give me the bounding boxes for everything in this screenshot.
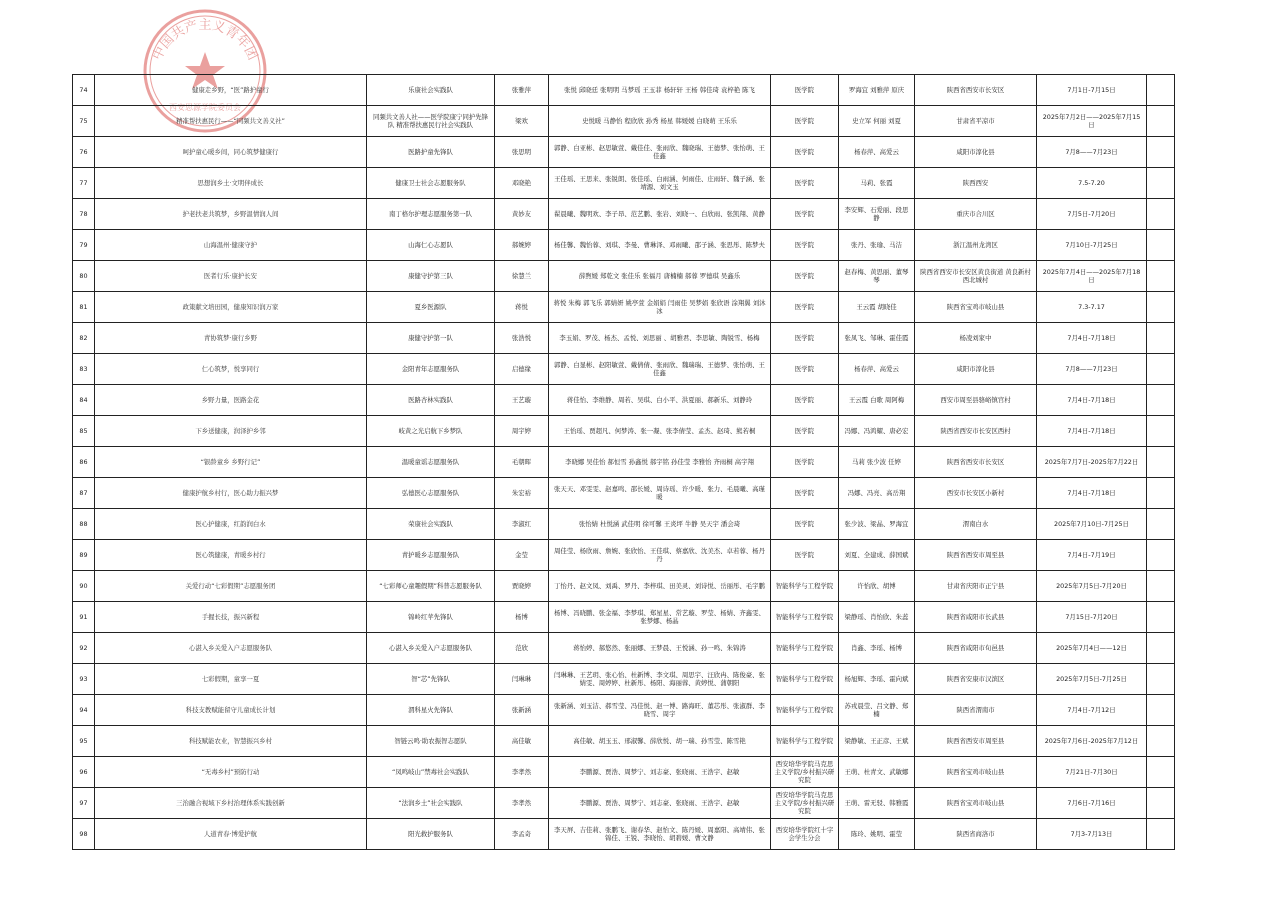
empty-cell	[1147, 292, 1175, 323]
team-leader: 朱宏裕	[495, 478, 549, 509]
practice-location: 陕西省宝鸡市岐山县	[915, 788, 1037, 819]
team-leader: 郝婉婷	[495, 230, 549, 261]
row-number: 81	[73, 292, 95, 323]
practice-date: 7月8——7月23日	[1037, 137, 1147, 168]
team-name: “凤鸣岐山”禁毒社会实践队	[367, 757, 495, 788]
team-leader: 张雅萍	[495, 75, 549, 106]
team-members: 闫琳琳、王艺玥、张心怡、杜新博、李文琪、周思宇、汪欣冉、陈俊豪、张婧雯、周婷婷、杜新彤、杨阳、海丽蓉、黄婷悦、蒲朝阳	[549, 664, 771, 695]
team-name: “法润乡土”社会实践队	[367, 788, 495, 819]
empty-cell	[1147, 571, 1175, 602]
table-row	[73, 230, 1175, 261]
practice-date: 7月4日-7月18日	[1037, 385, 1147, 416]
empty-cell	[1147, 385, 1175, 416]
project-name: “银龄童乡 乡野行记”	[95, 447, 367, 478]
team-members: 周佳莹、杨欣雨、詹婉、张欣怡、王佳琪、蔡嘉欣、沈美杰、卓若蓉、杨丹丹	[549, 540, 771, 571]
practice-location: 陕西省咸阳市旬邑县	[915, 633, 1037, 664]
team-leader: 杨博	[495, 602, 549, 633]
table-row	[73, 726, 1175, 757]
advisor-teachers: 陈玲、姚明、霍莹	[839, 819, 915, 850]
college-name: 医学院	[771, 75, 839, 106]
empty-cell	[1147, 633, 1175, 664]
project-name: 医心筑健康，青暖乡村行	[95, 540, 367, 571]
table-row	[73, 385, 1175, 416]
advisor-teachers: 杨春萍、高爱云	[839, 354, 915, 385]
svg-text:中国共产主义青年团: 中国共产主义青年团	[150, 18, 260, 63]
practice-location: 重庆市合川区	[915, 199, 1037, 230]
row-number: 83	[73, 354, 95, 385]
table-row	[73, 199, 1175, 230]
project-name: 精准帮扶惠民行——“同频共文善义社”	[95, 106, 367, 137]
team-name: 康健守护第一队	[367, 323, 495, 354]
college-name: 医学院	[771, 323, 839, 354]
table-row	[73, 323, 1175, 354]
row-number: 93	[73, 664, 95, 695]
project-name: 七彩假期，童享一夏	[95, 664, 367, 695]
practice-date: 7月5日-7月20日	[1037, 199, 1147, 230]
empty-cell	[1147, 540, 1175, 571]
team-leader: 蒋悦	[495, 292, 549, 323]
empty-cell	[1147, 602, 1175, 633]
project-name: 健康护航乡村行，医心助力振兴梦	[95, 478, 367, 509]
team-leader: 高佳敏	[495, 726, 549, 757]
college-name: 医学院	[771, 447, 839, 478]
advisor-teachers: 杨旭辉、李瑶、霍向斌	[839, 664, 915, 695]
advisor-teachers: 史立军 何丽 刘夏	[839, 106, 915, 137]
project-name: 三治融合视域下乡村治理体系实践创新	[95, 788, 367, 819]
advisor-teachers: 冯娜、冯鸿耀、唐必宏	[839, 416, 915, 447]
empty-cell	[1147, 757, 1175, 788]
row-number: 95	[73, 726, 95, 757]
practice-date: 7月4日-7月18日	[1037, 416, 1147, 447]
advisor-teachers: 王萌、杜青文、武敏娜	[839, 757, 915, 788]
practice-location: 浙江温州龙湾区	[915, 230, 1037, 261]
table-row	[73, 168, 1175, 199]
advisor-teachers: 梁静瑶、肖怡欣、朱蕊	[839, 602, 915, 633]
practice-location: 陕西省宝鸡市岐山县	[915, 292, 1037, 323]
empty-cell	[1147, 695, 1175, 726]
project-name: 科技赋能农业，智慧振兴乡村	[95, 726, 367, 757]
roster-table	[72, 74, 1175, 850]
practice-location: 西安市周至县骆峪镇官村	[915, 385, 1037, 416]
team-members: 张新涵、刘玉洁、郝雪莹、冯佳悦、赵一博、路海旺、董芯彤、张淑群、李晓雪、周宇	[549, 695, 771, 726]
practice-date: 2025年7月7日-2025年7月22日	[1037, 447, 1147, 478]
project-name: 医者行乐·康护长安	[95, 261, 367, 292]
advisor-teachers: 王萌、雷无驳、韩雅霞	[839, 788, 915, 819]
team-name: 渭科星火先锋队	[367, 695, 495, 726]
practice-date: 7月21日-7月30日	[1037, 757, 1147, 788]
team-leader: 徐慧兰	[495, 261, 549, 292]
advisor-teachers: 王云霞 胡晓佳	[839, 292, 915, 323]
team-leader: 毛朝晖	[495, 447, 549, 478]
table-row	[73, 292, 1175, 323]
project-name: 下乡送健康，润泽护乡邻	[95, 416, 367, 447]
practice-location: 甘肃省庆阳市正宁县	[915, 571, 1037, 602]
team-members: 蒋怡婷、郝悠然、张丽娜、王梦晨、王悦涵、孙一鸣、朱锦涛	[549, 633, 771, 664]
project-name: 呵护童心暖乡间，同心筑梦健康行	[95, 137, 367, 168]
college-name: 医学院	[771, 509, 839, 540]
team-leader: 金莹	[495, 540, 549, 571]
team-members: 李鹏源、贾浩、周梦宁、刘志豪、张晓雨、王浩宇、赵敏	[549, 757, 771, 788]
project-name: 人道青春·博爱护航	[95, 819, 367, 850]
team-members: 翟晨曦、魏明欢、李子昂、范艺鹏、张岩、刘晓一、白欣雨、张凯翔、黄静	[549, 199, 771, 230]
team-name: 弘德医心志愿服务队	[367, 478, 495, 509]
advisor-teachers: 张少波、梁晶、罗海宜	[839, 509, 915, 540]
college-name: 智能科学与工程学院	[771, 571, 839, 602]
project-name: 青协筑梦·康行乡野	[95, 323, 367, 354]
table-row	[73, 75, 1175, 106]
advisor-teachers: 王云霞 白歌 周阿梅	[839, 385, 915, 416]
team-members: 张悦 邱晓廷 张明明 马梦瑶 王玉菲 杨轩轩 王杨 韩佳琦 袁梓艳 陈飞	[549, 75, 771, 106]
team-leader: 邓晓艳	[495, 168, 549, 199]
team-members: 李鹏源、贾浩、周梦宁、刘志豪、张晓雨、王浩宇、赵敏	[549, 788, 771, 819]
row-number: 76	[73, 137, 95, 168]
table-row	[73, 416, 1175, 447]
team-name: “七彩师心童趣假期”科普志愿服务队	[367, 571, 495, 602]
project-name: 科技支教赋能留守儿童成长计划	[95, 695, 367, 726]
table-row	[73, 602, 1175, 633]
college-name: 医学院	[771, 354, 839, 385]
advisor-teachers: 赵春梅、黄思丽、董琴琴	[839, 261, 915, 292]
team-name: 岐黄之光启航下乡梦队	[367, 416, 495, 447]
team-name: 同频共文善人社——医学院康宁同护先锋队 精准帮扶惠民行社会实践队	[367, 106, 495, 137]
empty-cell	[1147, 788, 1175, 819]
table-row	[73, 571, 1175, 602]
empty-cell	[1147, 478, 1175, 509]
table-row	[73, 447, 1175, 478]
team-name: 青护暖乡志愿服务队	[367, 540, 495, 571]
college-name: 医学院	[771, 385, 839, 416]
team-name: 锦岭红苹先锋队	[367, 602, 495, 633]
team-leader: 周宇婷	[495, 416, 549, 447]
team-members: 王怡瑶、贾超凡、何梦涛、张一凝、张李倩莹、孟杰、赵琦、熊若桐	[549, 416, 771, 447]
practice-location: 陕西省西安市长安区	[915, 447, 1037, 478]
college-name: 智能科学与工程学院	[771, 695, 839, 726]
practice-location: 陕西省西安市周至县	[915, 540, 1037, 571]
empty-cell	[1147, 447, 1175, 478]
advisor-teachers: 张凤飞、邹琳、霍佳霞	[839, 323, 915, 354]
table-row	[73, 788, 1175, 819]
team-name: 夏乡医源队	[367, 292, 495, 323]
practice-location: 陕西省咸阳市长武县	[915, 602, 1037, 633]
table-row	[73, 137, 1175, 168]
row-number: 82	[73, 323, 95, 354]
college-name: 智能科学与工程学院	[771, 633, 839, 664]
college-name: 智能科学与工程学院	[771, 664, 839, 695]
project-name: 山海温州·健康守护	[95, 230, 367, 261]
team-name: 山海仁心志愿队	[367, 230, 495, 261]
team-members: 丁怡丹、赵文凤、刘禹、罗丹、李梓琪、田美灵、刘诗悦、岳丽彤、毛宇鹏	[549, 571, 771, 602]
team-members: 李天屏、吉佳莉、张鹏飞、谢春华、赵怡文、陈丹媛、周嘉阳、高靖伟、张锦佳、王锐、李晓怡、胡碧媛、曹文静	[549, 819, 771, 850]
team-members: 张天天、邓雯雯、赵嘉鸣、邵长媛、周诗瑶、许少暖、张力、毛晨曦、高瑾暖	[549, 478, 771, 509]
practice-date: 2025年7月2日——2025年7月15日	[1037, 106, 1147, 137]
college-name: 智能科学与工程学院	[771, 602, 839, 633]
practice-location: 甘肃省平凉市	[915, 106, 1037, 137]
college-name: 医学院	[771, 261, 839, 292]
table-row	[73, 540, 1175, 571]
advisor-teachers: 马莉、张霞	[839, 168, 915, 199]
practice-date: 2025年7月6日-2025年7月12日	[1037, 726, 1147, 757]
practice-date: 2025年7月5日-7月25日	[1037, 664, 1147, 695]
college-name: 医学院	[771, 416, 839, 447]
empty-cell	[1147, 199, 1175, 230]
practice-date: 7月6日-7月16日	[1037, 788, 1147, 819]
row-number: 96	[73, 757, 95, 788]
row-number: 77	[73, 168, 95, 199]
college-name: 智能科学与工程学院	[771, 726, 839, 757]
team-name: 阳光救护服务队	[367, 819, 495, 850]
practice-date: 2025年7月4日——2025年7月18日	[1037, 261, 1147, 292]
advisor-teachers: 梁静敏、王正彦、王斌	[839, 726, 915, 757]
team-name: 心湛入乡关爱入户志愿服务队	[367, 633, 495, 664]
row-number: 75	[73, 106, 95, 137]
project-name: 关爱行动“七彩假期”志愿服务团	[95, 571, 367, 602]
project-name: 心湛入乡关爱入户志愿服务队	[95, 633, 367, 664]
row-number: 94	[73, 695, 95, 726]
empty-cell	[1147, 168, 1175, 199]
practice-location: 陕西省西安市周至县	[915, 726, 1037, 757]
advisor-teachers: 肖鑫、李瑶、杨博	[839, 633, 915, 664]
team-name: 智“芯”先锋队	[367, 664, 495, 695]
practice-date: 7月4日-7月18日	[1037, 478, 1147, 509]
project-name: 护老扶老共筑梦，乡野温情润人间	[95, 199, 367, 230]
empty-cell	[1147, 230, 1175, 261]
team-members: 张怡婧 杜悦涵 武佳明 徐可馨 王炎坪 牛静 吴天宇 潘会琦	[549, 509, 771, 540]
practice-date: 7.3-7.17	[1037, 292, 1147, 323]
row-number: 86	[73, 447, 95, 478]
table-row	[73, 354, 1175, 385]
college-name: 西安培华学院马克思主义学院/乡村振兴研究院	[771, 788, 839, 819]
college-name: 医学院	[771, 199, 839, 230]
empty-cell	[1147, 106, 1175, 137]
team-leader: 闫琳琳	[495, 664, 549, 695]
practice-location: 陕西省西安市长安区西村	[915, 416, 1037, 447]
empty-cell	[1147, 664, 1175, 695]
team-leader: 启德缘	[495, 354, 549, 385]
practice-date: 2025年7月5日-7月20日	[1037, 571, 1147, 602]
practice-date: 2025年7月10日-7月25日	[1037, 509, 1147, 540]
table-row	[73, 261, 1175, 292]
team-leader: 范欣	[495, 633, 549, 664]
table-row	[73, 757, 1175, 788]
table-row	[73, 106, 1175, 137]
practice-location: 杨凌刘家中	[915, 323, 1037, 354]
row-number: 87	[73, 478, 95, 509]
team-members: 史悦暖 马静怡 程欣欣 孙秀 杨星 韩媛媛 白晓萌 王乐乐	[549, 106, 771, 137]
row-number: 98	[73, 819, 95, 850]
team-leader: 张新涵	[495, 695, 549, 726]
advisor-teachers: 杨春萍、高爱云	[839, 137, 915, 168]
empty-cell	[1147, 819, 1175, 850]
practice-location: 西安市长安区小新村	[915, 478, 1037, 509]
row-number: 90	[73, 571, 95, 602]
project-name: 健康走乡野，“医”路护童行	[95, 75, 367, 106]
practice-location: 陕西省西安市长安区	[915, 75, 1037, 106]
practice-date: 2025年7月4日——12日	[1037, 633, 1147, 664]
team-name: 荣康社会实践队	[367, 509, 495, 540]
practice-location: 陕西西安	[915, 168, 1037, 199]
practice-location: 咸阳市淳化县	[915, 354, 1037, 385]
team-name: 乐康社会实践队	[367, 75, 495, 106]
team-leader: 贾晓婷	[495, 571, 549, 602]
row-number: 91	[73, 602, 95, 633]
team-members: 杨佳馨、魏怡蓉、刘琪、李曼、曹琳泽、邓雨曦、邵子涵、张思彤、陈梦夫	[549, 230, 771, 261]
team-members: 蒋悦 朱梅 郭飞乐 郭婧妍 姚亭萱 金娟娟 闫雨佳 吴梦娟 张欣语 涂翔翼 刘沐冰	[549, 292, 771, 323]
team-members: 李晓娜 吴佳怡 郝恒雪 孙鑫悦 郝宇铭 孙佳莹 李雅怡 齐雨桐 高宇翔	[549, 447, 771, 478]
practice-date: 7月10日-7月25日	[1037, 230, 1147, 261]
svg-text:西安思源学院委员会: 西安思源学院委员会	[169, 103, 241, 112]
table-row	[73, 695, 1175, 726]
team-members: 杨博、冯晓鹏、张金福、李梦琪、郑星星、常艺璇、罗莹、杨婧、齐鑫雯、张梦娜、杨晶	[549, 602, 771, 633]
college-name: 医学院	[771, 230, 839, 261]
row-number: 88	[73, 509, 95, 540]
team-leader: 张思明	[495, 137, 549, 168]
college-name: 西安培华学院红十字会学生分会	[771, 819, 839, 850]
practice-date: 7月1日-7月15日	[1037, 75, 1147, 106]
empty-cell	[1147, 261, 1175, 292]
team-members: 郭静、白亚彬、赵思敏萱、戴佳佳、张雨欣、魏晓瑞、王德梦、张怡萌、王佳鑫	[549, 137, 771, 168]
practice-date: 7月8——7月23日	[1037, 354, 1147, 385]
practice-date: 7月4日-7月19日	[1037, 540, 1147, 571]
table-row	[73, 819, 1175, 850]
empty-cell	[1147, 509, 1175, 540]
team-leader: 李淑红	[495, 509, 549, 540]
project-name: 乡野力量，医路金花	[95, 385, 367, 416]
team-members: 王佳瑶、王思来、张锐朗、张佳瑶、白雨涵、何雨佳、庄雨轩、魏子涵、张靖源、刘文玉	[549, 168, 771, 199]
project-name: 政策献文培田园，健康知识润万家	[95, 292, 367, 323]
practice-date: 7月4日-7月12日	[1037, 695, 1147, 726]
team-members: 郭静、白显彬、赵阳敏萱、戴倩倩、张雨欣、魏瑞瑞、王德梦、张怡萌、王佳鑫	[549, 354, 771, 385]
practice-date: 7月3-7月13日	[1037, 819, 1147, 850]
college-name: 医学院	[771, 540, 839, 571]
advisor-teachers: 冯娜、冯亮、高岳翔	[839, 478, 915, 509]
college-name: 医学院	[771, 137, 839, 168]
team-members: 薛煦媛 郑乾文 张佳乐 张福月 唐楠楠 郝蓉 罗德琪 吴鑫乐	[549, 261, 771, 292]
team-members: 高佳敏、胡玉玉、邢淑馨、薛欣悦、胡一瑞、孙雪莹、陈雪艳	[549, 726, 771, 757]
row-number: 85	[73, 416, 95, 447]
practice-location: 渭南白水	[915, 509, 1037, 540]
practice-date: 7.5-7.20	[1037, 168, 1147, 199]
roster-body	[73, 75, 1175, 850]
team-leader: 李孝然	[495, 757, 549, 788]
team-name: 金阳青年志愿服务队	[367, 354, 495, 385]
college-name: 医学院	[771, 168, 839, 199]
team-members: 李玉娟、罗茂、杨杰、孟悦、刘思丽 、胡雅君、李思敏、陶锐雪、杨梅	[549, 323, 771, 354]
advisor-teachers: 张丹、张瑜、马洁	[839, 230, 915, 261]
team-leader: 李孟奇	[495, 819, 549, 850]
advisor-teachers: 刘夏、全建成、薛国斌	[839, 540, 915, 571]
row-number: 84	[73, 385, 95, 416]
table-row	[73, 664, 1175, 695]
team-members: 蒋佳怡、李维静、周若、吴琪、白小平、洪夏丽、郝新乐、刘静玲	[549, 385, 771, 416]
row-number: 79	[73, 230, 95, 261]
empty-cell	[1147, 354, 1175, 385]
team-name: 健康卫士社会志愿服务队	[367, 168, 495, 199]
college-name: 西安培华学院马克思主义学院/乡村振兴研究院	[771, 757, 839, 788]
practice-location: 咸阳市淳化县	[915, 137, 1037, 168]
practice-location: 陕西省商洛市	[915, 819, 1037, 850]
empty-cell	[1147, 137, 1175, 168]
practice-location: 陕西省西安市长安区黄良街道 黄良新村 西北城村	[915, 261, 1037, 292]
empty-cell	[1147, 323, 1175, 354]
row-number: 89	[73, 540, 95, 571]
team-leader: 李孝然	[495, 788, 549, 819]
team-leader: 黄妙友	[495, 199, 549, 230]
practice-date: 7月4日-7月18日	[1037, 323, 1147, 354]
table-row	[73, 478, 1175, 509]
table-row	[73, 509, 1175, 540]
empty-cell	[1147, 726, 1175, 757]
row-number: 92	[73, 633, 95, 664]
project-name: 医心护健康，红韵润白水	[95, 509, 367, 540]
advisor-teachers: 苏戎晨莹、吕文静、郑楠	[839, 695, 915, 726]
team-leader: 王艺璇	[495, 385, 549, 416]
row-number: 78	[73, 199, 95, 230]
project-name: 手握长技，振兴新程	[95, 602, 367, 633]
team-leader: 张浩悦	[495, 323, 549, 354]
college-name: 医学院	[771, 292, 839, 323]
table-row	[73, 633, 1175, 664]
team-name: 南丁格尔护理志愿服务第一队	[367, 199, 495, 230]
college-name: 医学院	[771, 106, 839, 137]
team-name: 温暖童谣志愿服务队	[367, 447, 495, 478]
practice-date: 7月15日-7月20日	[1037, 602, 1147, 633]
empty-cell	[1147, 75, 1175, 106]
project-name: 仁心筑梦，悦享同行	[95, 354, 367, 385]
team-name: 医路杏林实践队	[367, 385, 495, 416]
team-name: 医路护童先锋队	[367, 137, 495, 168]
practice-location: 陕西省渭南市	[915, 695, 1037, 726]
row-number: 80	[73, 261, 95, 292]
project-name: 思想润乡土·文明伴成长	[95, 168, 367, 199]
advisor-teachers: 许怡欣、胡博	[839, 571, 915, 602]
team-name: 智链云鸣·助农振智志愿队	[367, 726, 495, 757]
practice-location: 陕西省宝鸡市岐山县	[915, 757, 1037, 788]
row-number: 97	[73, 788, 95, 819]
practice-location: 陕西省安康市汉滨区	[915, 664, 1037, 695]
advisor-teachers: 罗海宜 刘雅萍 原庆	[839, 75, 915, 106]
college-name: 医学院	[771, 478, 839, 509]
empty-cell	[1147, 416, 1175, 447]
project-name: “无毒乡村”预防行动	[95, 757, 367, 788]
advisor-teachers: 马莉 张少波 任婷	[839, 447, 915, 478]
advisor-teachers: 李安辉、石爱丽、段思静	[839, 199, 915, 230]
team-name: 康健守护第三队	[367, 261, 495, 292]
row-number: 74	[73, 75, 95, 106]
team-leader: 梁欢	[495, 106, 549, 137]
